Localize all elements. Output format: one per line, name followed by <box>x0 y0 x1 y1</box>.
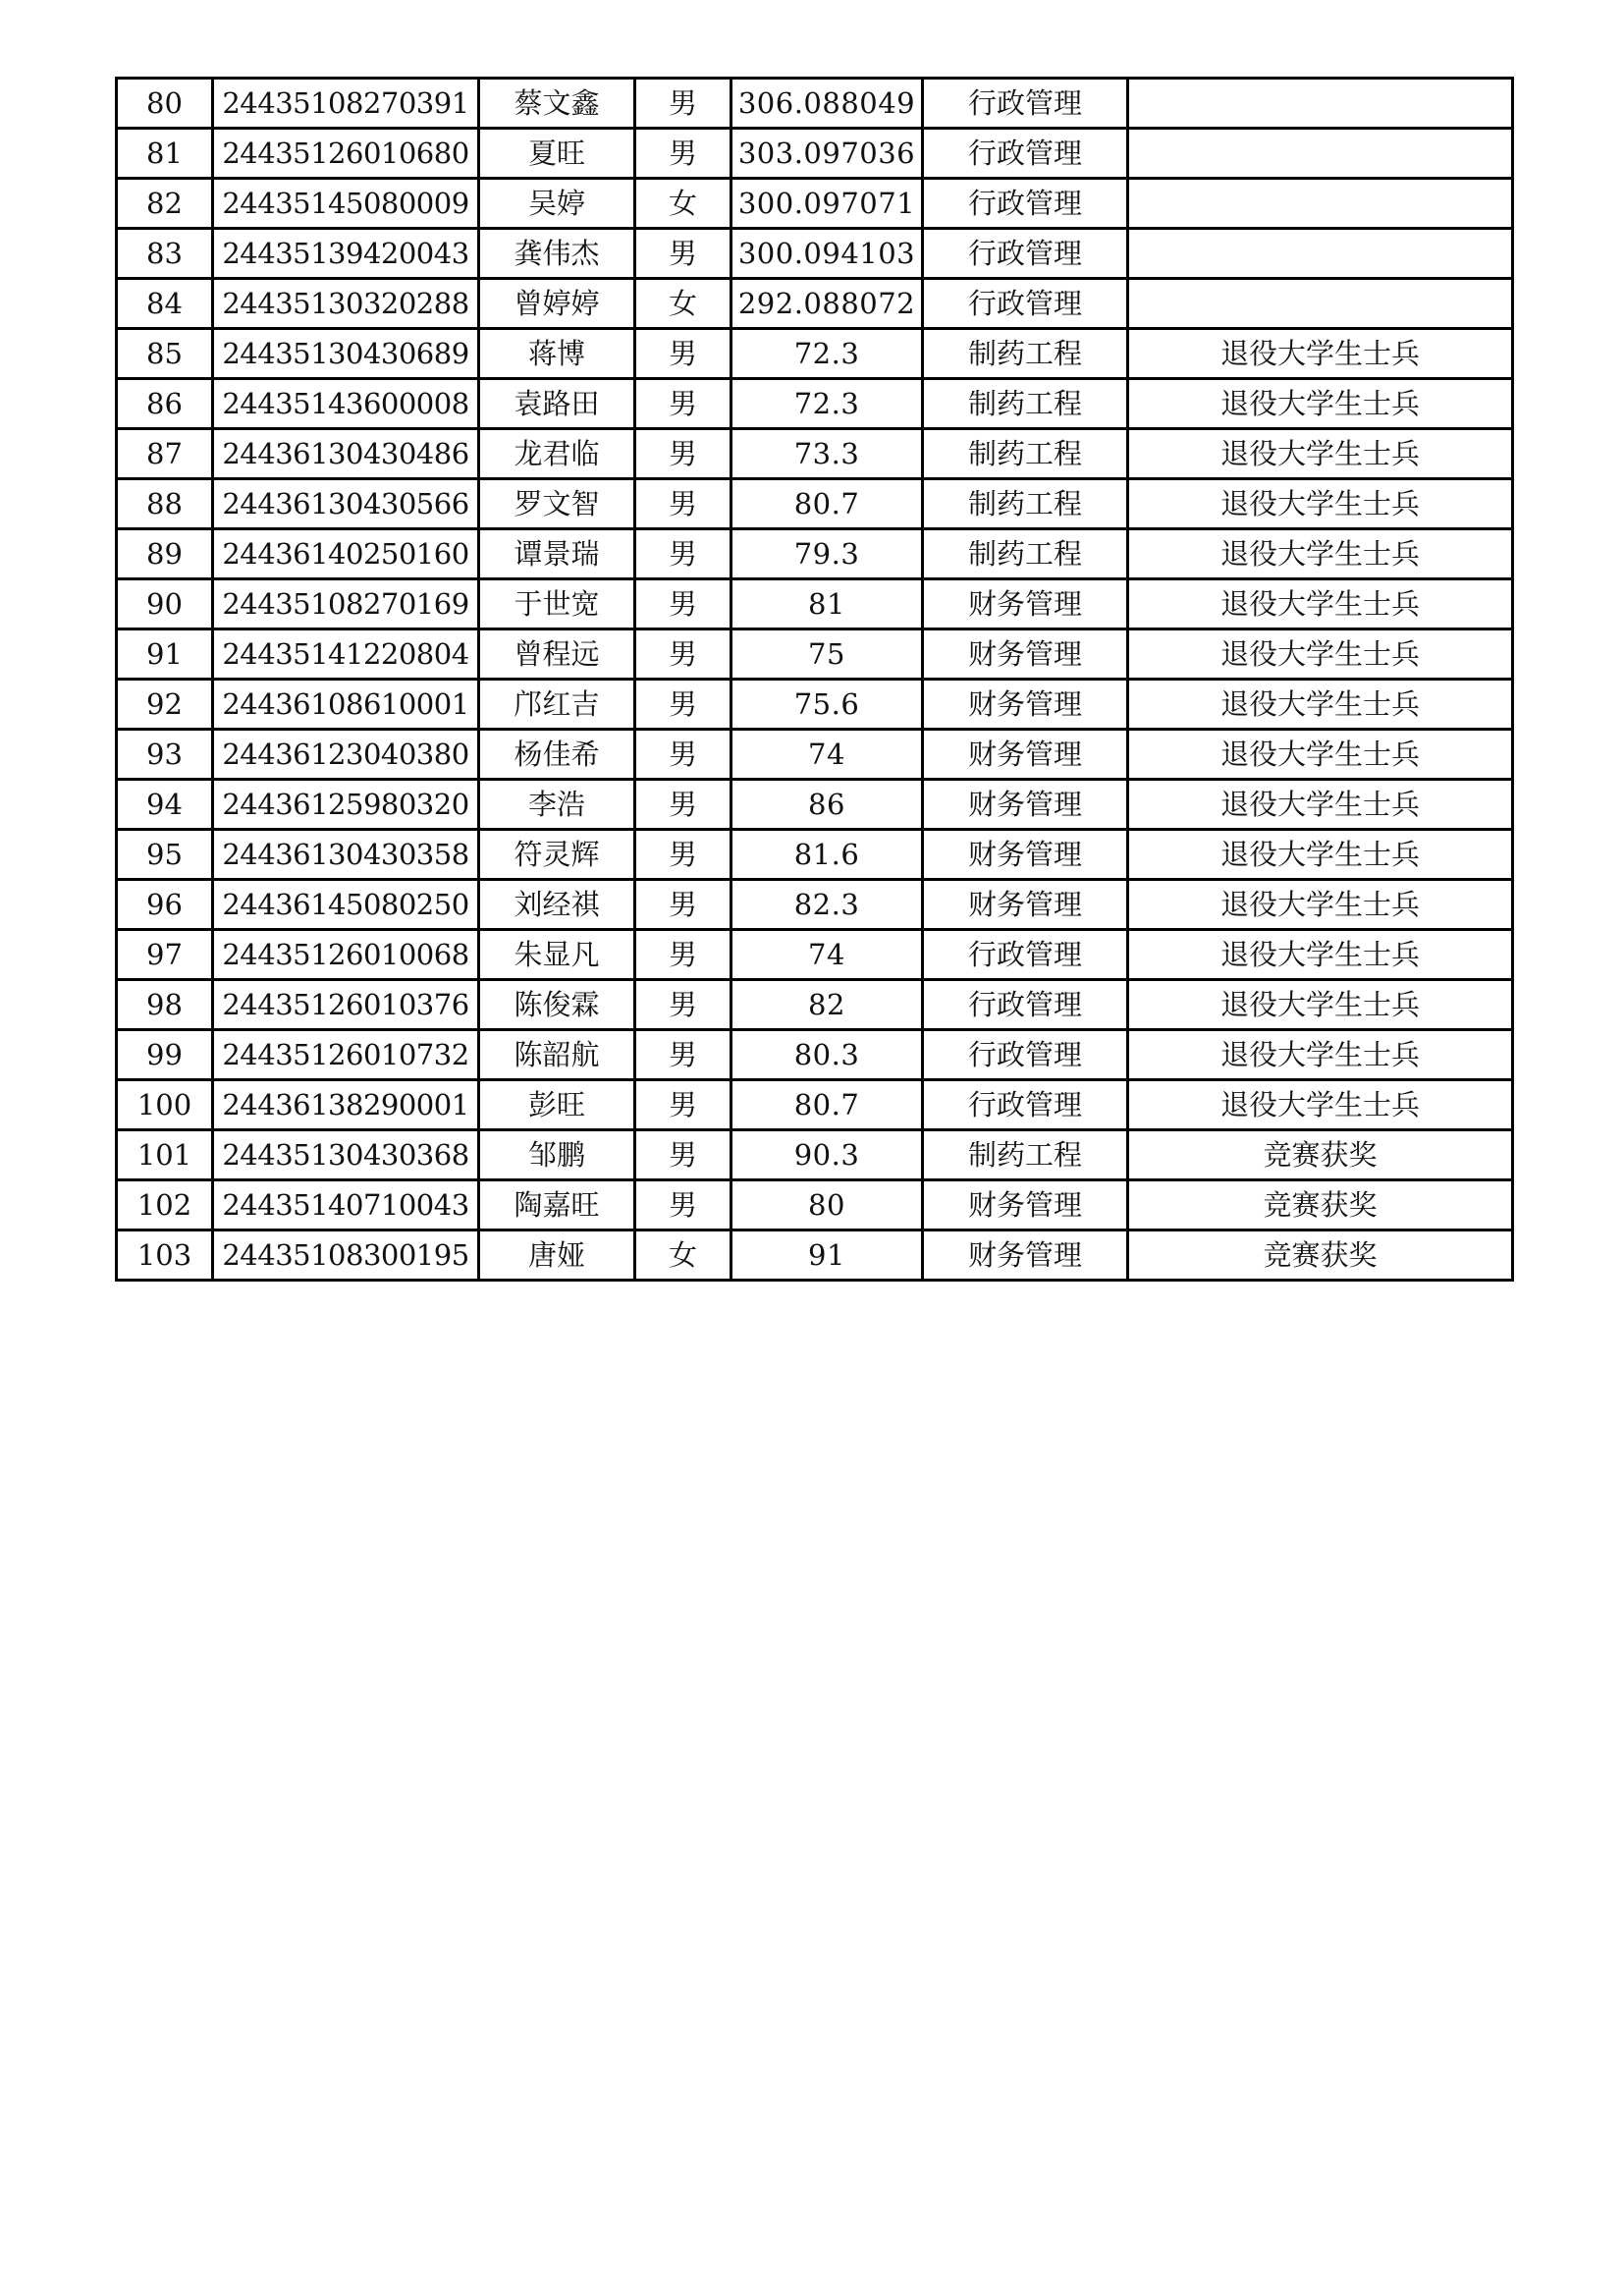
table-row <box>117 79 1513 129</box>
candidate-gender: 男 <box>635 629 731 680</box>
candidate-major: 行政管理 <box>923 129 1128 179</box>
candidate-score: 74 <box>731 930 923 980</box>
candidate-note: 退役大学生士兵 <box>1128 980 1513 1030</box>
candidate-id: 24435141220804 <box>213 629 479 680</box>
table-row <box>117 680 1513 730</box>
row-number: 94 <box>117 780 213 830</box>
table-row <box>117 279 1513 329</box>
candidate-name: 罗文智 <box>479 479 635 529</box>
row-number: 92 <box>117 680 213 730</box>
candidate-id: 24436130430566 <box>213 479 479 529</box>
candidate-gender: 男 <box>635 1080 731 1130</box>
candidate-score: 74 <box>731 730 923 780</box>
candidate-score: 73.3 <box>731 429 923 479</box>
candidate-gender: 男 <box>635 579 731 629</box>
candidate-name: 邝红吉 <box>479 680 635 730</box>
candidate-gender: 男 <box>635 980 731 1030</box>
candidate-name: 龚伟杰 <box>479 229 635 279</box>
table-row <box>117 379 1513 429</box>
row-number: 93 <box>117 730 213 780</box>
candidate-score: 300.097071 <box>731 179 923 229</box>
candidate-id: 24436123040380 <box>213 730 479 780</box>
candidate-id: 24435126010068 <box>213 930 479 980</box>
candidate-major: 财务管理 <box>923 579 1128 629</box>
candidate-id: 24435108270169 <box>213 579 479 629</box>
table-row <box>117 1230 1513 1281</box>
candidate-id: 24435145080009 <box>213 179 479 229</box>
candidate-major: 制药工程 <box>923 429 1128 479</box>
candidate-note: 退役大学生士兵 <box>1128 579 1513 629</box>
candidate-id: 24436140250160 <box>213 529 479 579</box>
candidate-score: 91 <box>731 1230 923 1281</box>
candidate-name: 杨佳希 <box>479 730 635 780</box>
candidate-major: 行政管理 <box>923 179 1128 229</box>
row-number: 102 <box>117 1180 213 1230</box>
row-number: 85 <box>117 329 213 379</box>
candidate-name: 符灵辉 <box>479 830 635 880</box>
row-number: 80 <box>117 79 213 129</box>
candidate-score: 300.094103 <box>731 229 923 279</box>
candidate-major: 行政管理 <box>923 930 1128 980</box>
candidate-major: 行政管理 <box>923 980 1128 1030</box>
candidate-gender: 女 <box>635 1230 731 1281</box>
candidate-name: 唐娅 <box>479 1230 635 1281</box>
candidate-id: 24435108270391 <box>213 79 479 129</box>
row-number: 103 <box>117 1230 213 1281</box>
candidate-score: 75.6 <box>731 680 923 730</box>
row-number: 82 <box>117 179 213 229</box>
candidate-gender: 男 <box>635 730 731 780</box>
candidate-score: 80 <box>731 1180 923 1230</box>
candidate-score: 72.3 <box>731 329 923 379</box>
candidate-id: 24435143600008 <box>213 379 479 429</box>
candidate-major: 财务管理 <box>923 680 1128 730</box>
candidate-gender: 男 <box>635 379 731 429</box>
candidate-id: 24435130430368 <box>213 1130 479 1180</box>
row-number: 101 <box>117 1130 213 1180</box>
candidate-id: 24435130320288 <box>213 279 479 329</box>
candidate-note: 退役大学生士兵 <box>1128 329 1513 379</box>
table-row <box>117 229 1513 279</box>
candidate-id: 24435108300195 <box>213 1230 479 1281</box>
candidate-id: 24436125980320 <box>213 780 479 830</box>
candidate-name: 蒋博 <box>479 329 635 379</box>
row-number: 88 <box>117 479 213 529</box>
candidate-note: 退役大学生士兵 <box>1128 830 1513 880</box>
candidate-gender: 男 <box>635 1180 731 1230</box>
table-row <box>117 579 1513 629</box>
candidate-score: 81 <box>731 579 923 629</box>
candidate-note <box>1128 79 1513 129</box>
table-row <box>117 980 1513 1030</box>
candidate-name: 于世宽 <box>479 579 635 629</box>
candidate-name: 袁路田 <box>479 379 635 429</box>
row-number: 86 <box>117 379 213 429</box>
candidate-gender: 男 <box>635 79 731 129</box>
row-number: 95 <box>117 830 213 880</box>
candidate-id: 24436145080250 <box>213 880 479 930</box>
candidate-gender: 男 <box>635 329 731 379</box>
candidate-gender: 男 <box>635 780 731 830</box>
candidate-note: 退役大学生士兵 <box>1128 379 1513 429</box>
candidate-gender: 男 <box>635 830 731 880</box>
candidate-name: 蔡文鑫 <box>479 79 635 129</box>
candidate-gender: 男 <box>635 529 731 579</box>
row-number: 84 <box>117 279 213 329</box>
candidate-gender: 男 <box>635 880 731 930</box>
candidate-note: 退役大学生士兵 <box>1128 429 1513 479</box>
candidate-score: 75 <box>731 629 923 680</box>
candidate-major: 行政管理 <box>923 79 1128 129</box>
candidate-gender: 男 <box>635 229 731 279</box>
candidate-major: 制药工程 <box>923 529 1128 579</box>
candidate-major: 制药工程 <box>923 329 1128 379</box>
candidate-note: 退役大学生士兵 <box>1128 880 1513 930</box>
candidate-name: 邹鹏 <box>479 1130 635 1180</box>
candidate-major: 财务管理 <box>923 880 1128 930</box>
table-row <box>117 1080 1513 1130</box>
row-number: 91 <box>117 629 213 680</box>
candidate-note: 退役大学生士兵 <box>1128 479 1513 529</box>
table-row <box>117 1180 1513 1230</box>
row-number: 98 <box>117 980 213 1030</box>
candidate-name: 吴婷 <box>479 179 635 229</box>
candidate-id: 24436130430358 <box>213 830 479 880</box>
candidate-id: 24436138290001 <box>213 1080 479 1130</box>
candidate-score: 90.3 <box>731 1130 923 1180</box>
table-row <box>117 880 1513 930</box>
candidate-score: 81.6 <box>731 830 923 880</box>
candidate-note <box>1128 229 1513 279</box>
table-row <box>117 329 1513 379</box>
candidate-gender: 男 <box>635 680 731 730</box>
candidate-name: 陶嘉旺 <box>479 1180 635 1230</box>
candidate-major: 行政管理 <box>923 279 1128 329</box>
table-row <box>117 629 1513 680</box>
candidate-name: 朱显凡 <box>479 930 635 980</box>
row-number: 99 <box>117 1030 213 1080</box>
candidate-major: 财务管理 <box>923 730 1128 780</box>
candidate-note: 退役大学生士兵 <box>1128 680 1513 730</box>
candidate-major: 制药工程 <box>923 479 1128 529</box>
candidate-score: 80.7 <box>731 1080 923 1130</box>
row-number: 83 <box>117 229 213 279</box>
table-row <box>117 780 1513 830</box>
candidate-note: 竞赛获奖 <box>1128 1130 1513 1180</box>
candidate-major: 财务管理 <box>923 629 1128 680</box>
candidate-major: 行政管理 <box>923 1030 1128 1080</box>
candidate-gender: 男 <box>635 930 731 980</box>
candidate-name: 陈韶航 <box>479 1030 635 1080</box>
candidate-note: 退役大学生士兵 <box>1128 629 1513 680</box>
candidate-score: 72.3 <box>731 379 923 429</box>
candidate-name: 陈俊霖 <box>479 980 635 1030</box>
candidate-name: 谭景瑞 <box>479 529 635 579</box>
table-row <box>117 129 1513 179</box>
candidate-note <box>1128 129 1513 179</box>
candidate-id: 24435126010376 <box>213 980 479 1030</box>
row-number: 81 <box>117 129 213 179</box>
candidate-name: 曾程远 <box>479 629 635 680</box>
candidate-score: 306.088049 <box>731 79 923 129</box>
row-number: 100 <box>117 1080 213 1130</box>
candidate-major: 制药工程 <box>923 379 1128 429</box>
candidate-major: 行政管理 <box>923 229 1128 279</box>
candidate-score: 86 <box>731 780 923 830</box>
candidate-note: 退役大学生士兵 <box>1128 1080 1513 1130</box>
candidate-note: 退役大学生士兵 <box>1128 529 1513 579</box>
candidate-name: 曾婷婷 <box>479 279 635 329</box>
candidate-gender: 男 <box>635 479 731 529</box>
table-row <box>117 930 1513 980</box>
candidate-score: 292.088072 <box>731 279 923 329</box>
candidate-gender: 男 <box>635 129 731 179</box>
table-body <box>117 79 1513 1281</box>
candidate-name: 夏旺 <box>479 129 635 179</box>
candidate-major: 制药工程 <box>923 1130 1128 1180</box>
candidate-note <box>1128 179 1513 229</box>
candidate-id: 24435130430689 <box>213 329 479 379</box>
candidate-score: 80.7 <box>731 479 923 529</box>
candidate-id: 24435140710043 <box>213 1180 479 1230</box>
candidate-score: 303.097036 <box>731 129 923 179</box>
table-row <box>117 830 1513 880</box>
candidate-note: 竞赛获奖 <box>1128 1230 1513 1281</box>
table-row <box>117 1130 1513 1180</box>
candidate-note: 退役大学生士兵 <box>1128 930 1513 980</box>
candidate-score: 82.3 <box>731 880 923 930</box>
candidate-note: 退役大学生士兵 <box>1128 730 1513 780</box>
candidate-note <box>1128 279 1513 329</box>
candidate-id: 24435139420043 <box>213 229 479 279</box>
candidate-major: 财务管理 <box>923 830 1128 880</box>
candidate-score: 79.3 <box>731 529 923 579</box>
candidate-major: 行政管理 <box>923 1080 1128 1130</box>
candidate-gender: 男 <box>635 429 731 479</box>
candidate-gender: 男 <box>635 1030 731 1080</box>
row-number: 87 <box>117 429 213 479</box>
candidate-gender: 女 <box>635 279 731 329</box>
candidate-score: 80.3 <box>731 1030 923 1080</box>
candidate-name: 李浩 <box>479 780 635 830</box>
candidate-id: 24435126010680 <box>213 129 479 179</box>
candidate-note: 竞赛获奖 <box>1128 1180 1513 1230</box>
row-number: 97 <box>117 930 213 980</box>
candidate-note: 退役大学生士兵 <box>1128 780 1513 830</box>
table-row <box>117 1030 1513 1080</box>
table-row <box>117 730 1513 780</box>
candidate-score: 82 <box>731 980 923 1030</box>
candidate-id: 24435126010732 <box>213 1030 479 1080</box>
table-row <box>117 429 1513 479</box>
admission-list-table <box>115 77 1514 1282</box>
table-row <box>117 529 1513 579</box>
row-number: 96 <box>117 880 213 930</box>
table-row <box>117 179 1513 229</box>
row-number: 90 <box>117 579 213 629</box>
candidate-name: 彭旺 <box>479 1080 635 1130</box>
candidate-gender: 女 <box>635 179 731 229</box>
table-row <box>117 479 1513 529</box>
candidate-id: 24436108610001 <box>213 680 479 730</box>
candidate-major: 财务管理 <box>923 780 1128 830</box>
candidate-id: 24436130430486 <box>213 429 479 479</box>
row-number: 89 <box>117 529 213 579</box>
candidate-name: 刘经祺 <box>479 880 635 930</box>
candidate-name: 龙君临 <box>479 429 635 479</box>
candidate-gender: 男 <box>635 1130 731 1180</box>
candidate-major: 财务管理 <box>923 1230 1128 1281</box>
candidate-major: 财务管理 <box>923 1180 1128 1230</box>
candidate-note: 退役大学生士兵 <box>1128 1030 1513 1080</box>
